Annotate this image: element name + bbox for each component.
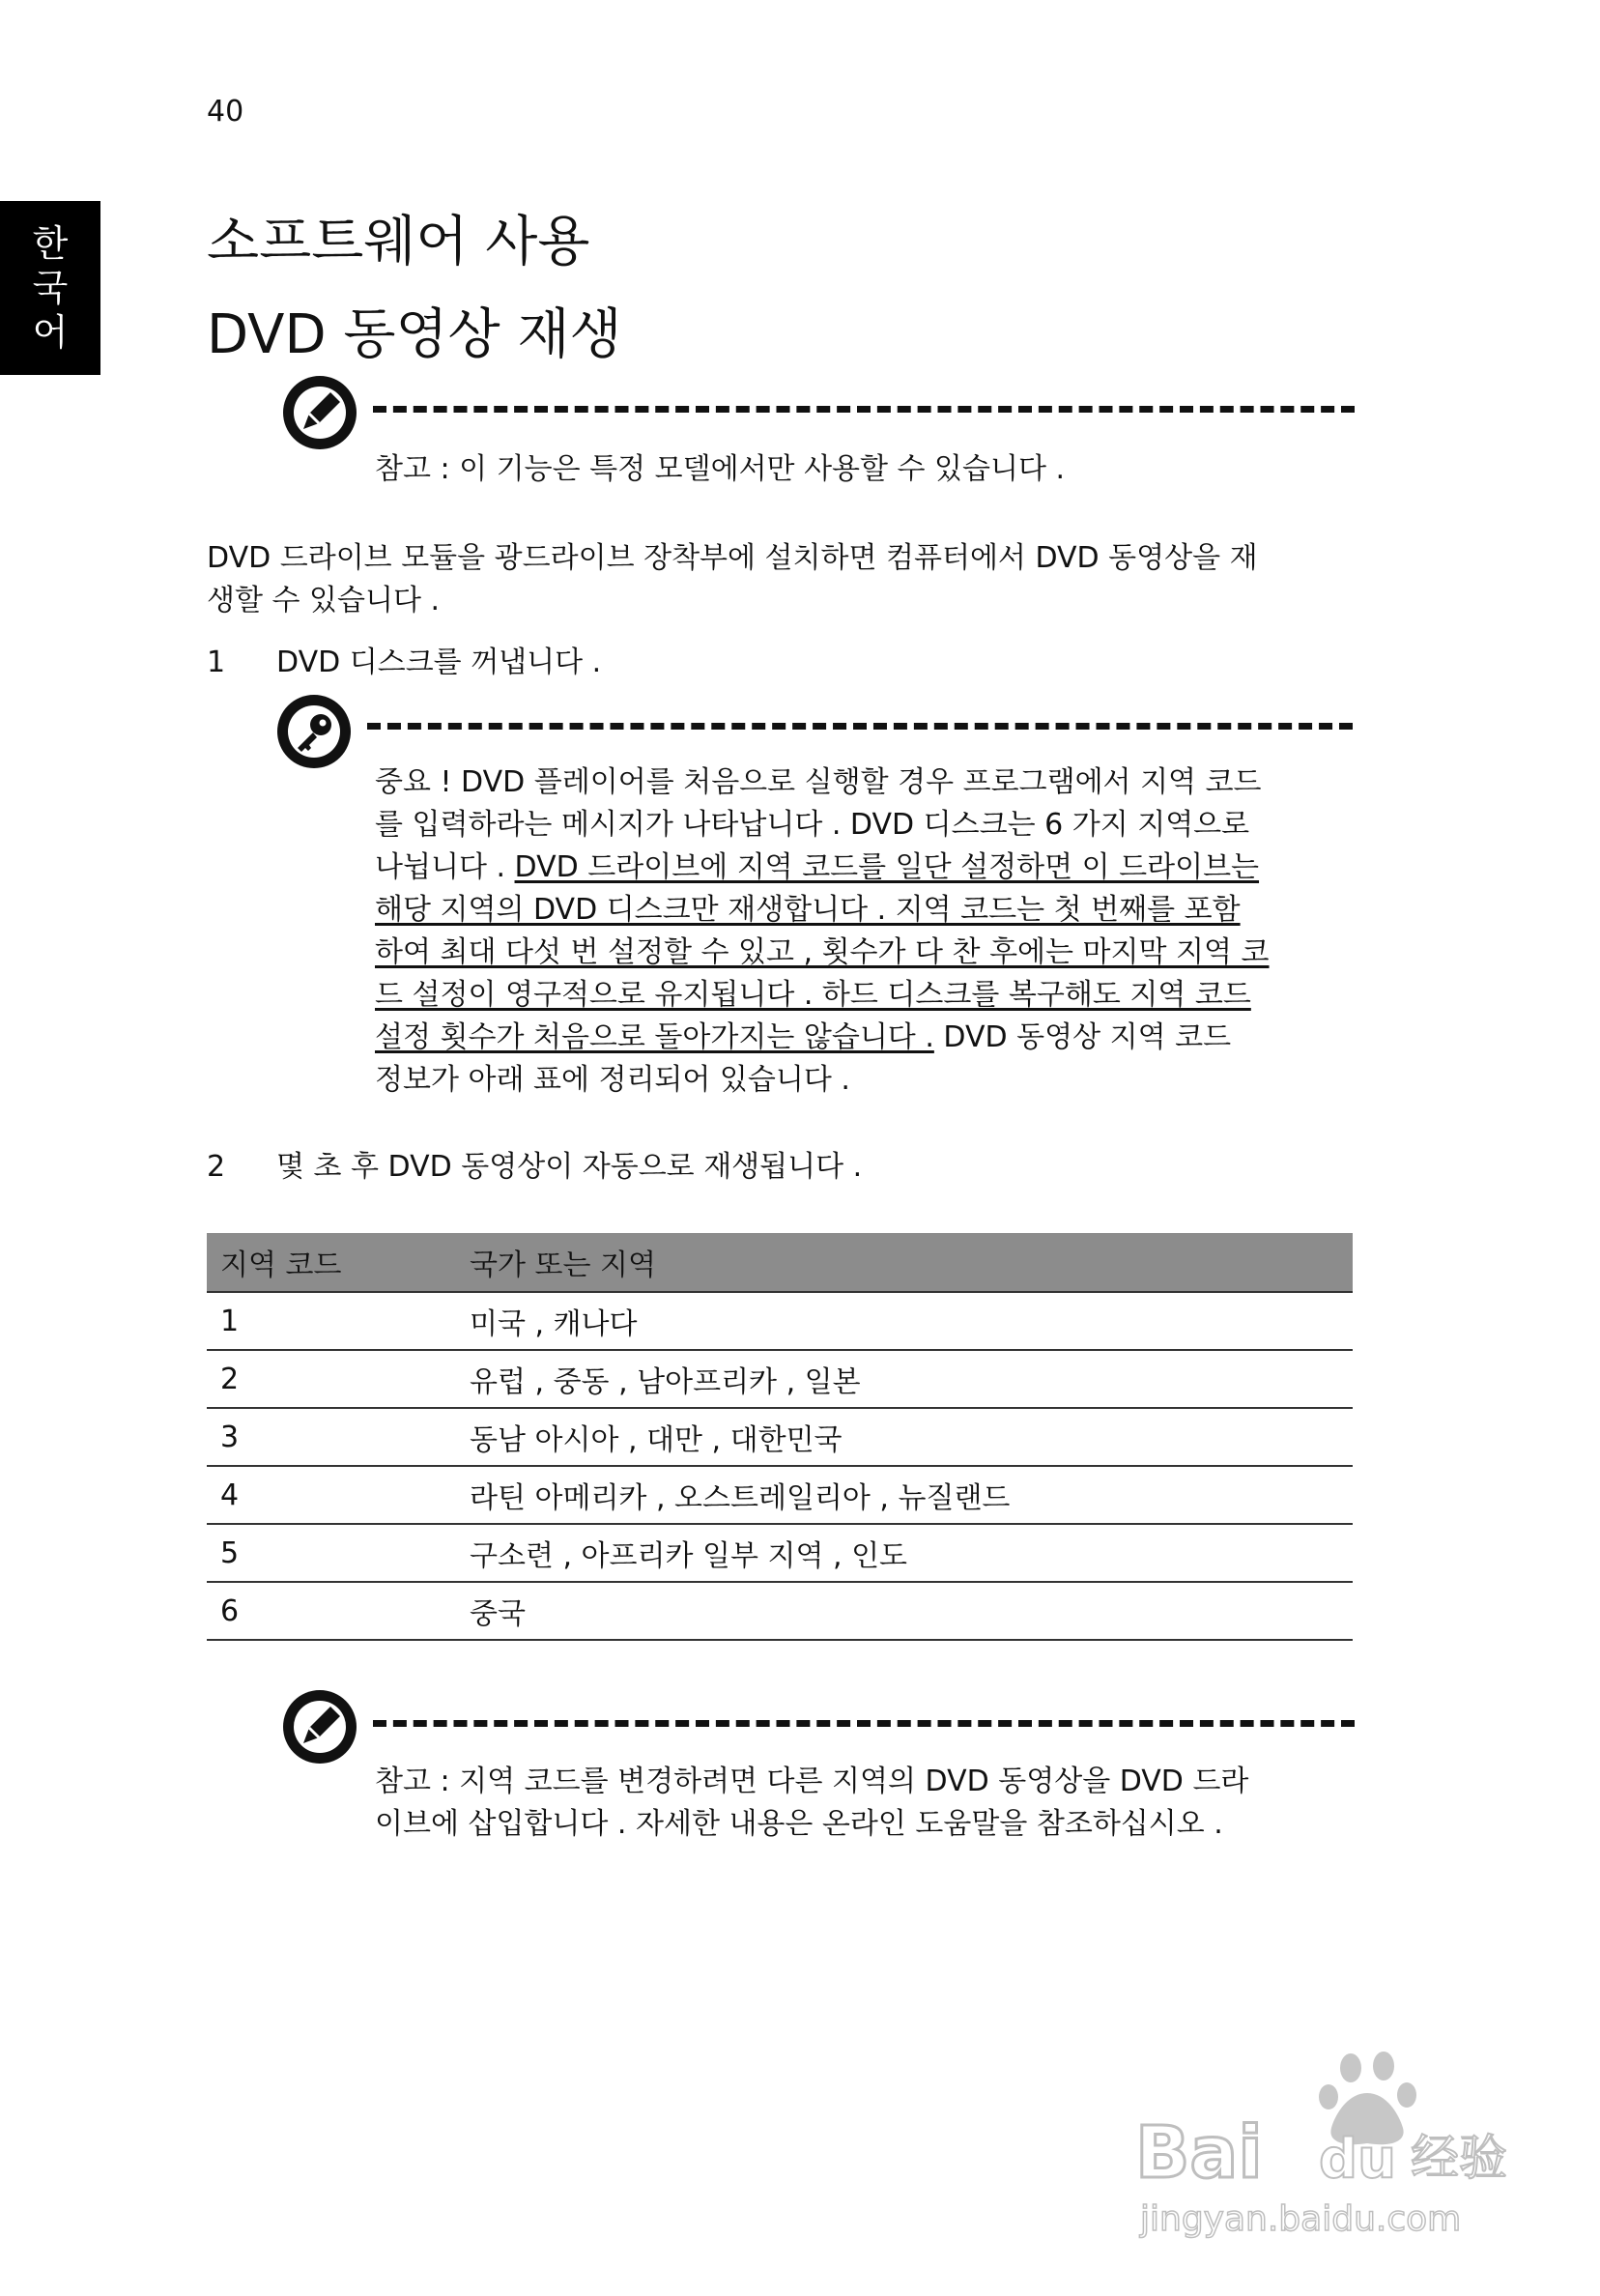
side-tab-char: 국: [32, 267, 69, 309]
important-underlined-line: 하여 최대 다섯 번 설정할 수 있고 , 횟수가 다 찬 후에는 마지막 지역 코: [375, 935, 1270, 969]
region-code-cell: 3: [207, 1408, 456, 1466]
table-header-row: [207, 1233, 1353, 1292]
svg-text:jingyan.baidu.com: jingyan.baidu.com: [1140, 2199, 1462, 2239]
svg-text:du: du: [1319, 2128, 1396, 2191]
column-header-country: 국가 또는 지역: [456, 1233, 1353, 1292]
note-divider: [373, 1720, 1355, 1727]
important-line: [375, 847, 1360, 889]
page-number: 40: [207, 95, 244, 129]
note-divider: [373, 406, 1355, 413]
important-line: 정보가 아래 표에 정리되어 있습니다 .: [375, 1063, 850, 1097]
step-text: DVD 디스크를 꺼냅니다 .: [276, 646, 602, 679]
baidu-watermark-logo: [1130, 2047, 1517, 2250]
country-cell: 동남 아시아 , 대만 , 대한민국: [456, 1408, 1353, 1466]
region-code-cell: 1: [207, 1292, 456, 1350]
table-row: [207, 1466, 1353, 1524]
table-row: [207, 1350, 1353, 1408]
sub-title: DVD 동영상 재생: [207, 303, 622, 366]
region-code-cell: 4: [207, 1466, 456, 1524]
important-key-icon: [274, 692, 354, 771]
important-line: 를 입력하라는 메시지가 나타납니다 . DVD 디스크는 6 가지 지역으로: [375, 808, 1250, 842]
region-code-cell: 5: [207, 1524, 456, 1582]
table-row: [207, 1524, 1353, 1582]
side-tab-char: 어: [32, 311, 69, 354]
section-title: 소프트웨어 사용: [207, 211, 590, 273]
country-cell: 구소련 , 아프리카 일부 지역 , 인도: [456, 1524, 1353, 1582]
step-text: 몇 초 후 DVD 동영상이 자동으로 재생됩니다 .: [276, 1150, 863, 1184]
note-text: [375, 1761, 1360, 1846]
note-pen-icon: [280, 1687, 359, 1766]
step-number: 1: [207, 646, 226, 679]
region-code-table: [207, 1233, 1353, 1641]
intro-line: 생할 수 있습니다 .: [207, 584, 441, 617]
important-line: 중요 ! DVD 플레이어를 처음으로 실행할 경우 프로그램에서 지역 코드: [375, 765, 1262, 799]
svg-text:经验: 经验: [1411, 2130, 1507, 2186]
important-line: [375, 1017, 1360, 1059]
important-text: 나뉩니다 .: [375, 850, 515, 884]
important-underlined-line: 드 설정이 영구적으로 유지됩니다 . 하드 디스크를 복구해도 지역 코드: [375, 978, 1251, 1012]
language-side-tab: [0, 201, 100, 375]
country-cell: 중국: [456, 1582, 1353, 1640]
country-cell: 라틴 아메리카 , 오스트레일리아 , 뉴질랜드: [456, 1466, 1353, 1524]
intro-paragraph: [207, 537, 1366, 622]
note-pen-icon: [280, 373, 359, 452]
column-header-region-code: 지역 코드: [207, 1233, 456, 1292]
important-note: [375, 761, 1360, 1102]
note-text: 참고 : 이 기능은 특정 모델에서만 사용할 수 있습니다 .: [375, 452, 1066, 486]
important-divider: [367, 723, 1353, 730]
region-code-cell: 6: [207, 1582, 456, 1640]
note-line: 이브에 삽입합니다 . 자세한 내용은 온라인 도움말을 참조하십시오 .: [375, 1807, 1223, 1841]
step-number: 2: [207, 1150, 226, 1184]
intro-line: DVD 드라이브 모듈을 광드라이브 장착부에 설치하면 컴퓨터에서 DVD 동영상을 재: [207, 541, 1258, 575]
table-row: [207, 1582, 1353, 1640]
important-underlined-text: 설정 횟수가 처음으로 돌아가지는 않습니다 .: [375, 1020, 934, 1054]
important-underlined-text: DVD 드라이브에 지역 코드를 일단 설정하면 이 드라이브는: [514, 850, 1260, 884]
svg-text:Bai: Bai: [1135, 2111, 1263, 2195]
region-code-cell: 2: [207, 1350, 456, 1408]
country-cell: 유럽 , 중동 , 남아프리카 , 일본: [456, 1350, 1353, 1408]
important-underlined-line: 해당 지역의 DVD 디스크만 재생합니다 . 지역 코드는 첫 번째를 포함: [375, 893, 1241, 927]
important-text: DVD 동영상 지역 코드: [933, 1020, 1232, 1054]
side-tab-char: 한: [32, 222, 69, 265]
note-line: 참고 : 지역 코드를 변경하려면 다른 지역의 DVD 동영상을 DVD 드라: [375, 1765, 1249, 1798]
country-cell: 미국 , 캐나다: [456, 1292, 1353, 1350]
table-row: [207, 1292, 1353, 1350]
table-row: [207, 1408, 1353, 1466]
